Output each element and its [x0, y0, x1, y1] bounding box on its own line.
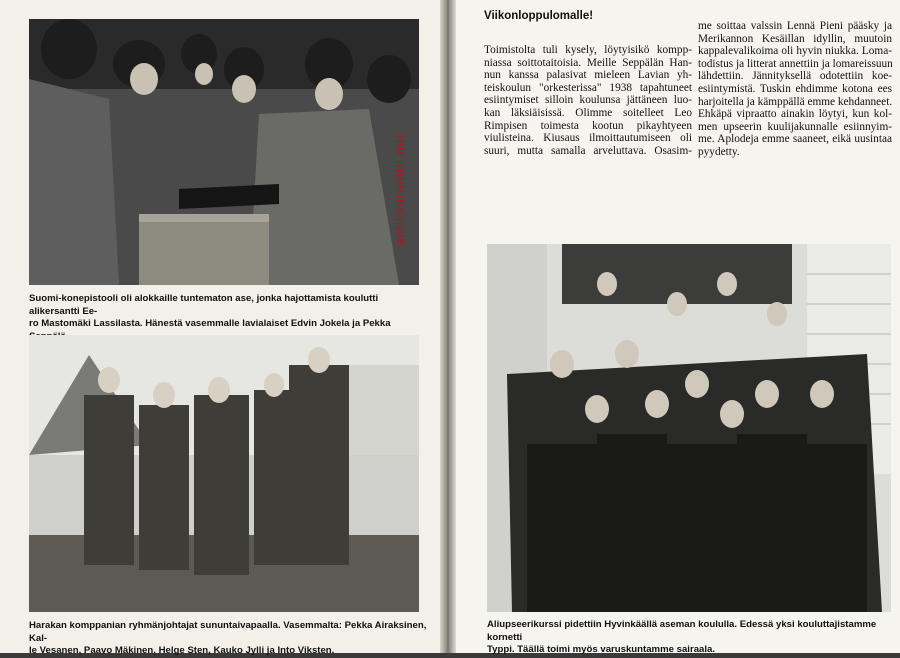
caption-line: Harakan komppanian ryhmänjohtajat sununtaivapaalla. Vasemmalta: Pekka Airaksinen, Kal- — [29, 620, 427, 644]
text-line: me soittaa valssin Lennä Pieni pääsky ja — [698, 20, 892, 32]
photo-figures — [29, 335, 419, 612]
text-line: kan läksiäisissä. Olimme soitelleet Leo — [484, 106, 692, 119]
text-line: Toimistolta tuli kysely, löytyisikö kompp- — [484, 44, 692, 56]
watermark: antikvariaatti.net — [392, 133, 407, 246]
text-line: niassa soittotaitoisia. Meille Seppälän Han- — [484, 56, 692, 69]
photo-figures — [29, 19, 419, 285]
photo-squad-leaders — [29, 335, 419, 612]
text-line: lähdettiin. Jännityksellä odotettiin koe- — [698, 70, 892, 83]
text-line: viulisteina. Kiusaus ilmoittautumiseen oli — [484, 132, 692, 145]
text-line: nun kanssa palasivat mieleen Lavian yh- — [484, 69, 692, 82]
article-heading: Viikonloppulomalle! — [484, 10, 594, 22]
caption-bottom — [29, 620, 429, 658]
book-gutter — [440, 0, 456, 653]
text-column-1 — [484, 44, 692, 157]
text-line: Merikannon Kesäillan idyllin, muutoin — [698, 32, 892, 45]
text-line: me. Aplodeja emme saaneet, eikä uusintaa — [698, 133, 892, 146]
text-line: pyydetty. — [698, 145, 740, 158]
text-line: teiskoulun "orkesterissa" 1938 tapahtuneet — [484, 81, 692, 94]
caption-right — [487, 619, 897, 657]
caption-line: le Vesanen, Paavo Mäkinen, Helge Sten, Kauko Jylli ja Into Viksten. — [29, 645, 335, 657]
text-line: todistus ja litterat annettiin ja lomareissuun — [698, 57, 893, 70]
caption-line: Aliupseerikurssi pidettiin Hyvinkäällä aseman koululla. Edessä yksi kouluttajistamme kornetti — [487, 619, 877, 643]
photo-figures — [487, 244, 891, 612]
text-line: Ehkäpä vipraatto ainakin löytyi, kun kol- — [698, 108, 892, 121]
caption-line: Typpi. Täällä toimi myös varuskuntamme sairaala. — [487, 644, 716, 656]
caption-line: ro Mastomäki Lassilasta. Hänestä vasemmalle lavialaiset Edvin Jokela ja Pekka — [29, 318, 391, 330]
text-line: suuri, mutta samalla arveluttava. Osasim- — [484, 144, 692, 157]
caption-line: Suomi-konepistooli oli alokkaille tuntematon ase, jonka hajottamista koulutti alikersantti Ee- — [29, 293, 379, 317]
text-line: Rimpisen toimesta kootun pikayhtyeen — [484, 119, 692, 132]
text-line: esiintymiset silloin koulunsa jättäneen luo- — [484, 94, 692, 107]
text-line: harjoitella ja kämppällä emme kehdanneet. — [698, 95, 893, 108]
left-page — [0, 0, 440, 657]
text-column-2 — [698, 20, 892, 159]
photo-nco-course-group — [487, 244, 891, 612]
text-line: kappalevalikoima oli hyvin niukka. Loma- — [698, 45, 892, 58]
photo-submachine-gun-training — [29, 19, 419, 285]
text-line: men upseerin kuulijakunnalle esiinnyim- — [698, 120, 892, 133]
text-line: esiintymistä. Tuskin ehdimme kotona ees — [698, 82, 892, 95]
